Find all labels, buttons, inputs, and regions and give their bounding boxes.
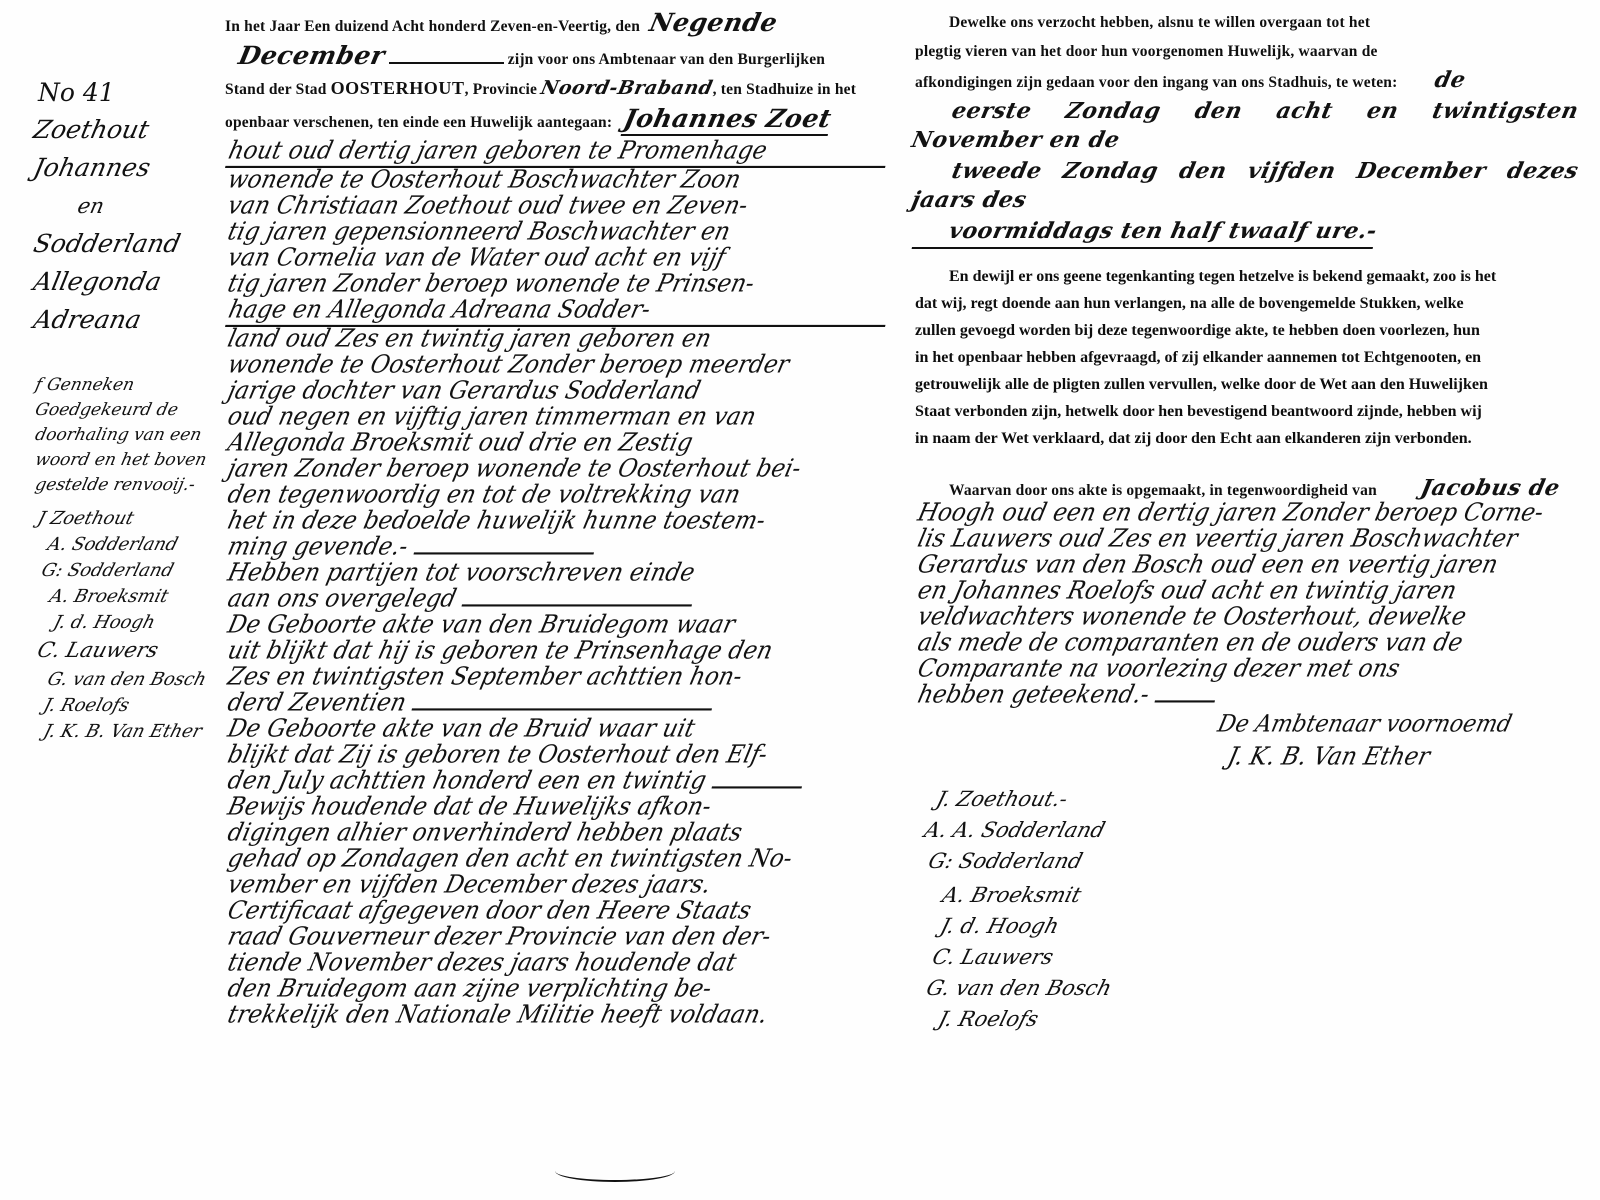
province-handwritten: Noord-Braband <box>538 77 716 99</box>
body-line-21: derd Zeventien <box>225 689 891 717</box>
witness-line-5: veldwachters wonende te Oosterhout, dewelke <box>915 602 1470 631</box>
preamble-print-e: , ten Stadhuize in het <box>712 81 857 98</box>
margin-note-1: Goedgekeurd de <box>33 400 180 420</box>
witness-line-6: als mede de comparanten en de ouders van de <box>915 628 1466 657</box>
margin-name-0: Zoethout <box>30 115 152 144</box>
body-line-3: tig jaren gepensionneerd Boschwachter en <box>225 217 733 246</box>
officer-block <box>915 713 1575 783</box>
body-line-15: ming gevende.- <box>225 533 891 561</box>
body-line-29: Certificaat afgegeven door den Heere Staats <box>225 896 754 925</box>
body-line-24: den July achttien honderd een en twintig <box>225 767 891 795</box>
signature-4: J. d. Hoogh <box>937 914 1062 938</box>
margin-note-3: woord en het boven <box>33 450 209 470</box>
body-line-14: het in deze bedoelde huwelijk hunne toestem- <box>225 506 768 535</box>
margin-signature-6: G. van den Bosch <box>45 669 209 690</box>
body-line-1: wonende te Oosterhout Boschwachter Zoon <box>225 165 744 194</box>
body-line-30: raad Gouverneur dezer Provincie van den der- <box>225 922 774 951</box>
date-month-handwritten: December <box>235 41 388 70</box>
request-print-b: plegtig vieren van het door hun voorgenomen Huwelijk, waarvan de <box>915 43 1378 60</box>
witness-line-1: Hoogh oud een en dertig jaren Zonder beroep Corne- <box>915 498 1547 527</box>
body-line-26: digingen alhier onverhinderd hebben plaats <box>225 818 745 847</box>
signature-block <box>921 787 1575 1031</box>
body-line-11: Allegonda Broeksmit oud drie en Zestig <box>225 428 696 457</box>
body-line-31: tiende November dezes jaars houdende dat <box>225 948 739 977</box>
margin-name-3: Sodderland <box>30 229 184 258</box>
preamble-print-f: openbaar verschenen, ten einde een Huwelijk aantegaan: <box>225 114 613 131</box>
record-number: No 41 <box>38 78 115 107</box>
body-line-9: jarige dochter van Gerardus Sodderland <box>225 376 704 405</box>
witness-handwritten-block <box>915 498 1575 709</box>
body-line-23: blijkt dat Zij is geboren te Oosterhout den Elf- <box>225 740 771 769</box>
declaration-line-3: in het openbaar hebben afgevraagd, of zij elkander aannemen tot Echtgenooten, en <box>915 349 1482 366</box>
declaration-line-0: En dewijl er ons geene tegenkanting tegen hetzelve is bekend gemaakt, zoo is het <box>949 268 1497 285</box>
body-line-7: land oud Zes en twintig jaren geboren en <box>225 324 714 353</box>
body-line-17: aan ons overgelegd <box>225 585 891 613</box>
witness-hand-0: Jacobus de <box>1418 475 1563 501</box>
signature-2: G: Sodderland <box>925 849 1086 873</box>
body-line-12: jaren Zonder beroep wonende te Oosterhout bei- <box>225 454 804 483</box>
signature-0: J. Zoethout.- <box>933 787 1071 811</box>
main-text-column <box>225 8 885 1029</box>
declaration-line-4: getrouwelijk alle de pligten zullen vervullen, welke door de Wet aan den Huwelijken <box>915 376 1488 393</box>
margin-signature-3: A. Broeksmit <box>47 586 171 607</box>
margin-signature-5: C. Lauwers <box>34 638 162 662</box>
margin-signature-1: A. Sodderland <box>45 534 181 555</box>
preamble-print-d: , Provincie <box>464 81 538 98</box>
signature-6: G. van den Bosch <box>923 976 1115 1000</box>
closing-flourish <box>555 1160 675 1182</box>
city-name: OOSTERHOUT <box>330 78 465 98</box>
signature-1: A. A. Sodderland <box>921 818 1108 842</box>
declaration-line-5: Staat verbonden zijn, hetwelk door hen bevestigend beantwoord zijnde, hebben wij <box>915 403 1482 420</box>
body-line-6: hage en Allegonda Adreana Sodder- <box>225 296 892 327</box>
witness-line-3: Gerardus van den Bosch oud een en veertig jaren <box>915 550 1501 579</box>
body-line-2: van Christiaan Zoethout oud twee en Zeven- <box>225 191 751 220</box>
right-text-column <box>909 8 1581 1038</box>
body-line-5: tig jaren Zonder beroep wonende te Prinsen- <box>225 269 758 298</box>
preamble-print-c: Stand der Stad <box>225 81 327 98</box>
body-line-13: den tegenwoordig en tot de voltrekking van <box>225 480 744 509</box>
body-line-22: De Geboorte akte van de Bruid waar uit <box>225 714 698 743</box>
request-paragraph <box>909 8 1581 249</box>
margin-note-2: doorhaling van een <box>33 425 204 445</box>
signature-7: J. Roelofs <box>935 1007 1042 1031</box>
margin-signature-0: J Zoethout <box>35 508 137 529</box>
margin-column <box>30 78 233 747</box>
body-line-18: De Geboorte akte van den Bruidegom waar <box>225 610 738 639</box>
banns-hand-b: eerste Zondag den acht en twintigsten November en de <box>909 98 1581 153</box>
margin-signature-4: J. d. Hoogh <box>51 612 158 633</box>
margin-signature-8: J. K. B. Van Ether <box>41 721 205 742</box>
banns-hand-a: de <box>1432 67 1469 93</box>
margin-signature-7: J. Roelofs <box>41 695 132 716</box>
body-line-16: Hebben partijen tot voorschreven einde <box>225 558 698 587</box>
body-line-19: uit blijkt dat hij is geboren te Prinsenhage den <box>225 636 776 665</box>
margin-name-5: Adreana <box>30 305 144 334</box>
groom-name-handwritten: Johannes Zoet <box>621 104 835 136</box>
declaration-line-2: zullen gevoegd worden bij deze tegenwoordige akte, te hebben doen voorlezen, hun <box>915 322 1480 339</box>
witness-line-4: en Johannes Roelofs oud acht en twintig jaren <box>915 576 1460 605</box>
margin-signature-2: G: Sodderland <box>39 560 177 581</box>
body-line-25: Bewijs houdende dat de Huwelijks afkon- <box>225 792 714 821</box>
body-line-20: Zes en twintigsten September achttien hon- <box>225 662 745 691</box>
margin-name-1: Johannes <box>30 153 154 182</box>
witness-print-a: Waarvan door ons akte is opgemaakt, in tegenwoordigheid van <box>949 482 1377 499</box>
body-line-27: gehad op Zondagen den acht en twintigsten No- <box>225 844 795 873</box>
officer-label: De Ambtenaar voornoemd <box>1215 711 1515 738</box>
witness-line-2: lis Lauwers oud Zes en veertig jaren Boschwachter <box>915 524 1521 553</box>
date-day-handwritten: Negende <box>646 8 781 37</box>
margin-name-2: en <box>75 194 107 218</box>
declaration-paragraph <box>915 263 1575 452</box>
body-line-32: den Bruidegom aan zijne verplichting be- <box>225 974 715 1003</box>
banns-hand-d: voormiddags ten half twaalf ure.- <box>912 217 1380 249</box>
request-print-a: Dewelke ons verzocht hebben, alsnu te willen overgaan tot het <box>949 14 1371 31</box>
declaration-line-1: dat wij, regt doende aan hun verlangen, na alle de bovengemelde Stukken, welke <box>915 295 1464 312</box>
body-line-8: wonende te Oosterhout Zonder beroep meerder <box>225 350 792 379</box>
preamble-paragraph <box>225 8 885 137</box>
body-line-4: van Cornelia van de Water oud acht en vijf <box>225 243 729 272</box>
body-line-33: trekkelijk den Nationale Militie heeft voldaan. <box>225 1000 771 1029</box>
body-line-28: vember en vijfden December dezes jaars. <box>225 870 714 899</box>
preamble-print-b: zijn voor ons Ambtenaar van den Burgerlijken <box>507 51 826 68</box>
body-line-0: hout oud dertig jaren geboren te Promenhage <box>225 137 892 168</box>
officer-signature: J. K. B. Van Ether <box>1225 742 1433 771</box>
request-print-c: afkondigingen zijn gedaan voor den ingang van ons Stadhuis, te weten: <box>915 74 1398 91</box>
declaration-line-6: in naam der Wet verklaard, dat zij door den Echt aan elkanderen zijn verbonden. <box>915 430 1472 447</box>
margin-name-4: Allegonda <box>30 267 165 296</box>
banns-hand-c: tweede Zondag den vijfden December dezes jaars des <box>909 158 1581 213</box>
handwritten-body <box>225 136 885 1029</box>
witness-line-8: hebben geteekend.- <box>915 681 1581 709</box>
signature-3: A. Broeksmit <box>939 883 1084 907</box>
signature-5: C. Lauwers <box>929 945 1057 969</box>
margin-note-0: f Genneken <box>33 375 137 395</box>
margin-note-4: gestelde renvooij.- <box>33 475 197 495</box>
body-line-10: oud negen en vijftig jaren timmerman en van <box>225 402 759 431</box>
preamble-print-a: In het Jaar Een duizend Acht honderd Zeven-en-Veertig, den <box>225 18 641 35</box>
witness-line-7: Comparante na voorlezing dezer met ons <box>915 654 1403 683</box>
